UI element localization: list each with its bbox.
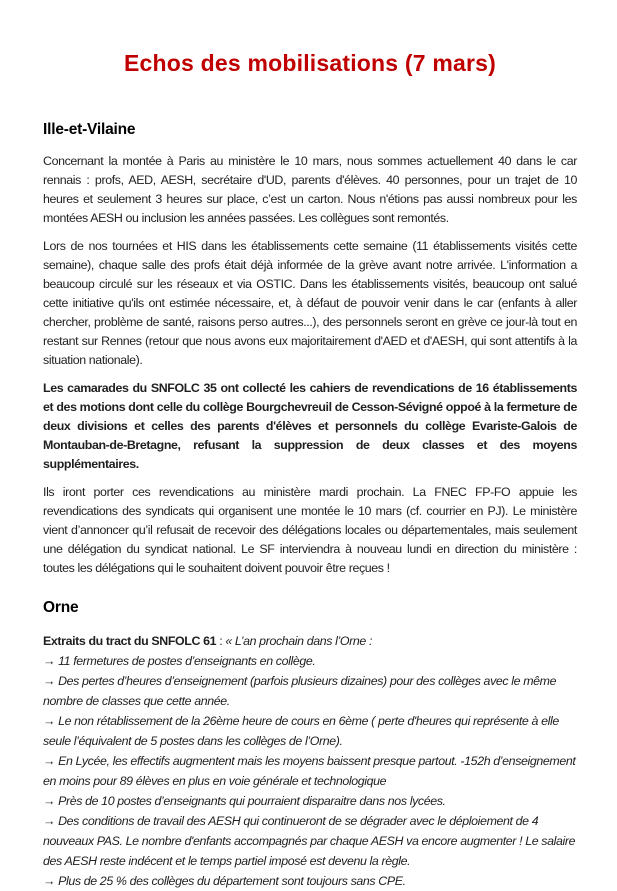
tract-item-aesh-conditions: → Des conditions de travail des AESH qui continueront de se dégrader avec le déploiement de 4 nouveaux PAS. Le nombre d'enfants accompagnés par chaque AESH va encore augmenter ! Le salaire des AESH reste indécent et le temps partiel imposé est devenu la règle. bbox=[43, 814, 576, 868]
section-heading-orne: Orne bbox=[43, 599, 79, 616]
document-title: Echos des mobilisations (7 mars) bbox=[124, 50, 496, 76]
tract-item-list bbox=[43, 651, 577, 891]
paragraph-snfolc35-cahiers: Les camarades du SNFOLC 35 ont collecté les cahiers de revendications de 16 établissements et des motions dont celle du collège Bourgchevreuil de Cesson-Sévigné oppoé à la fermeture de deux divisions et celles des parents d'élèves et personnels du collège Evariste-Galois de Montauban-de-Bretagne, refusant la suppression de deux classes et des moyens supplémentaires. bbox=[43, 381, 577, 471]
section-heading-ille-et-vilaine: Ille-et-Vilaine bbox=[43, 121, 136, 138]
section-ille-et-vilaine bbox=[43, 121, 577, 578]
paragraph-car-rennais: Concernant la montée à Paris au ministère le 10 mars, nous sommes actuellement 40 dans le car rennais : profs, AED, AESH, secrétaire d'UD, parents d'élèves. 40 personnes, pour un trajet de 10 heures et seulement 3 heures sur place, c’est un carton. Nous n'étions pas aussi nombreux pour les montées AESH ou inclusion les années passées. Les collègues sont remontés. bbox=[43, 154, 577, 225]
tract-item-colleges-sans-cpe: → Plus de 25 % des collèges du département sont toujours sans CPE. bbox=[43, 874, 406, 888]
paragraph-ministere-delegations: Ils iront porter ces revendications au ministère mardi prochain. La FNEC FP-FO appuie les revendications des syndicats qui organisent une montée le 10 mars (cf. courrier en PJ). Le ministère vient d’annoncer qu’il refusait de recevoir des délégations locales ou départementales, mais seulement une délégation du syndicat national. Le SF interviendra à nouveau lundi en direction du ministère : toutes les délégations qui le souhaitent doivent pouvoir être reçues ! bbox=[43, 485, 577, 575]
tract-intro-separator: : bbox=[216, 634, 226, 648]
tract-intro-line bbox=[43, 631, 577, 651]
tract-item-pertes-heures: → Des pertes d’heures d’enseignement (parfois plusieurs dizaines) pour des collèges avec le même nombre de classes que cette année. bbox=[43, 674, 557, 708]
tract-item-postes-lycees: → Près de 10 postes d’enseignants qui pourraient disparaitre dans nos lycées. bbox=[43, 794, 446, 808]
tract-item-26eme-heure: → Le non rétablissement de la 26ème heure de cours en 6ème ( perte d'heures qui représente à elle seule l’équivalent de 5 postes dans les collèges de l’Orne). bbox=[43, 714, 559, 748]
tract-item-fermetures-postes: → 11 fermetures de postes d’enseignants en collège. bbox=[43, 654, 316, 668]
paragraph-tournees-his: Lors de nos tournées et HIS dans les établissements cette semaine (11 établissements visités cette semaine), chaque salle des profs était déjà informée de la grève avant notre arrivée. L'information a beaucoup circulé sur les réseaux et via OSTIC. Dans les établissements visités, beaucoup ont salué cette initiative qu'ils ont estimée nécessaire, et, à défaut de pouvoir venir dans le car (enfants à aller chercher, problème de santé, raisons perso autres...), des personnels seront en grève ce jour-là tout en restant sur Rennes (retour que nous avons eux majoritairement d'AED et d'AESH, qui sont attentifs à la situation nationale). bbox=[43, 239, 577, 367]
tract-item-lycee-effectifs: → En Lycée, les effectifs augmentent mais les moyens baissent presque partout. -152h d’enseignement en moins pour 89 élèves en plus en voie générale et technologique bbox=[43, 754, 576, 788]
tract-intro-quote: « L’an prochain dans l’Orne : bbox=[225, 634, 373, 648]
tract-intro-label: Extraits du tract du SNFOLC 61 bbox=[43, 634, 217, 648]
section-orne bbox=[43, 599, 577, 891]
